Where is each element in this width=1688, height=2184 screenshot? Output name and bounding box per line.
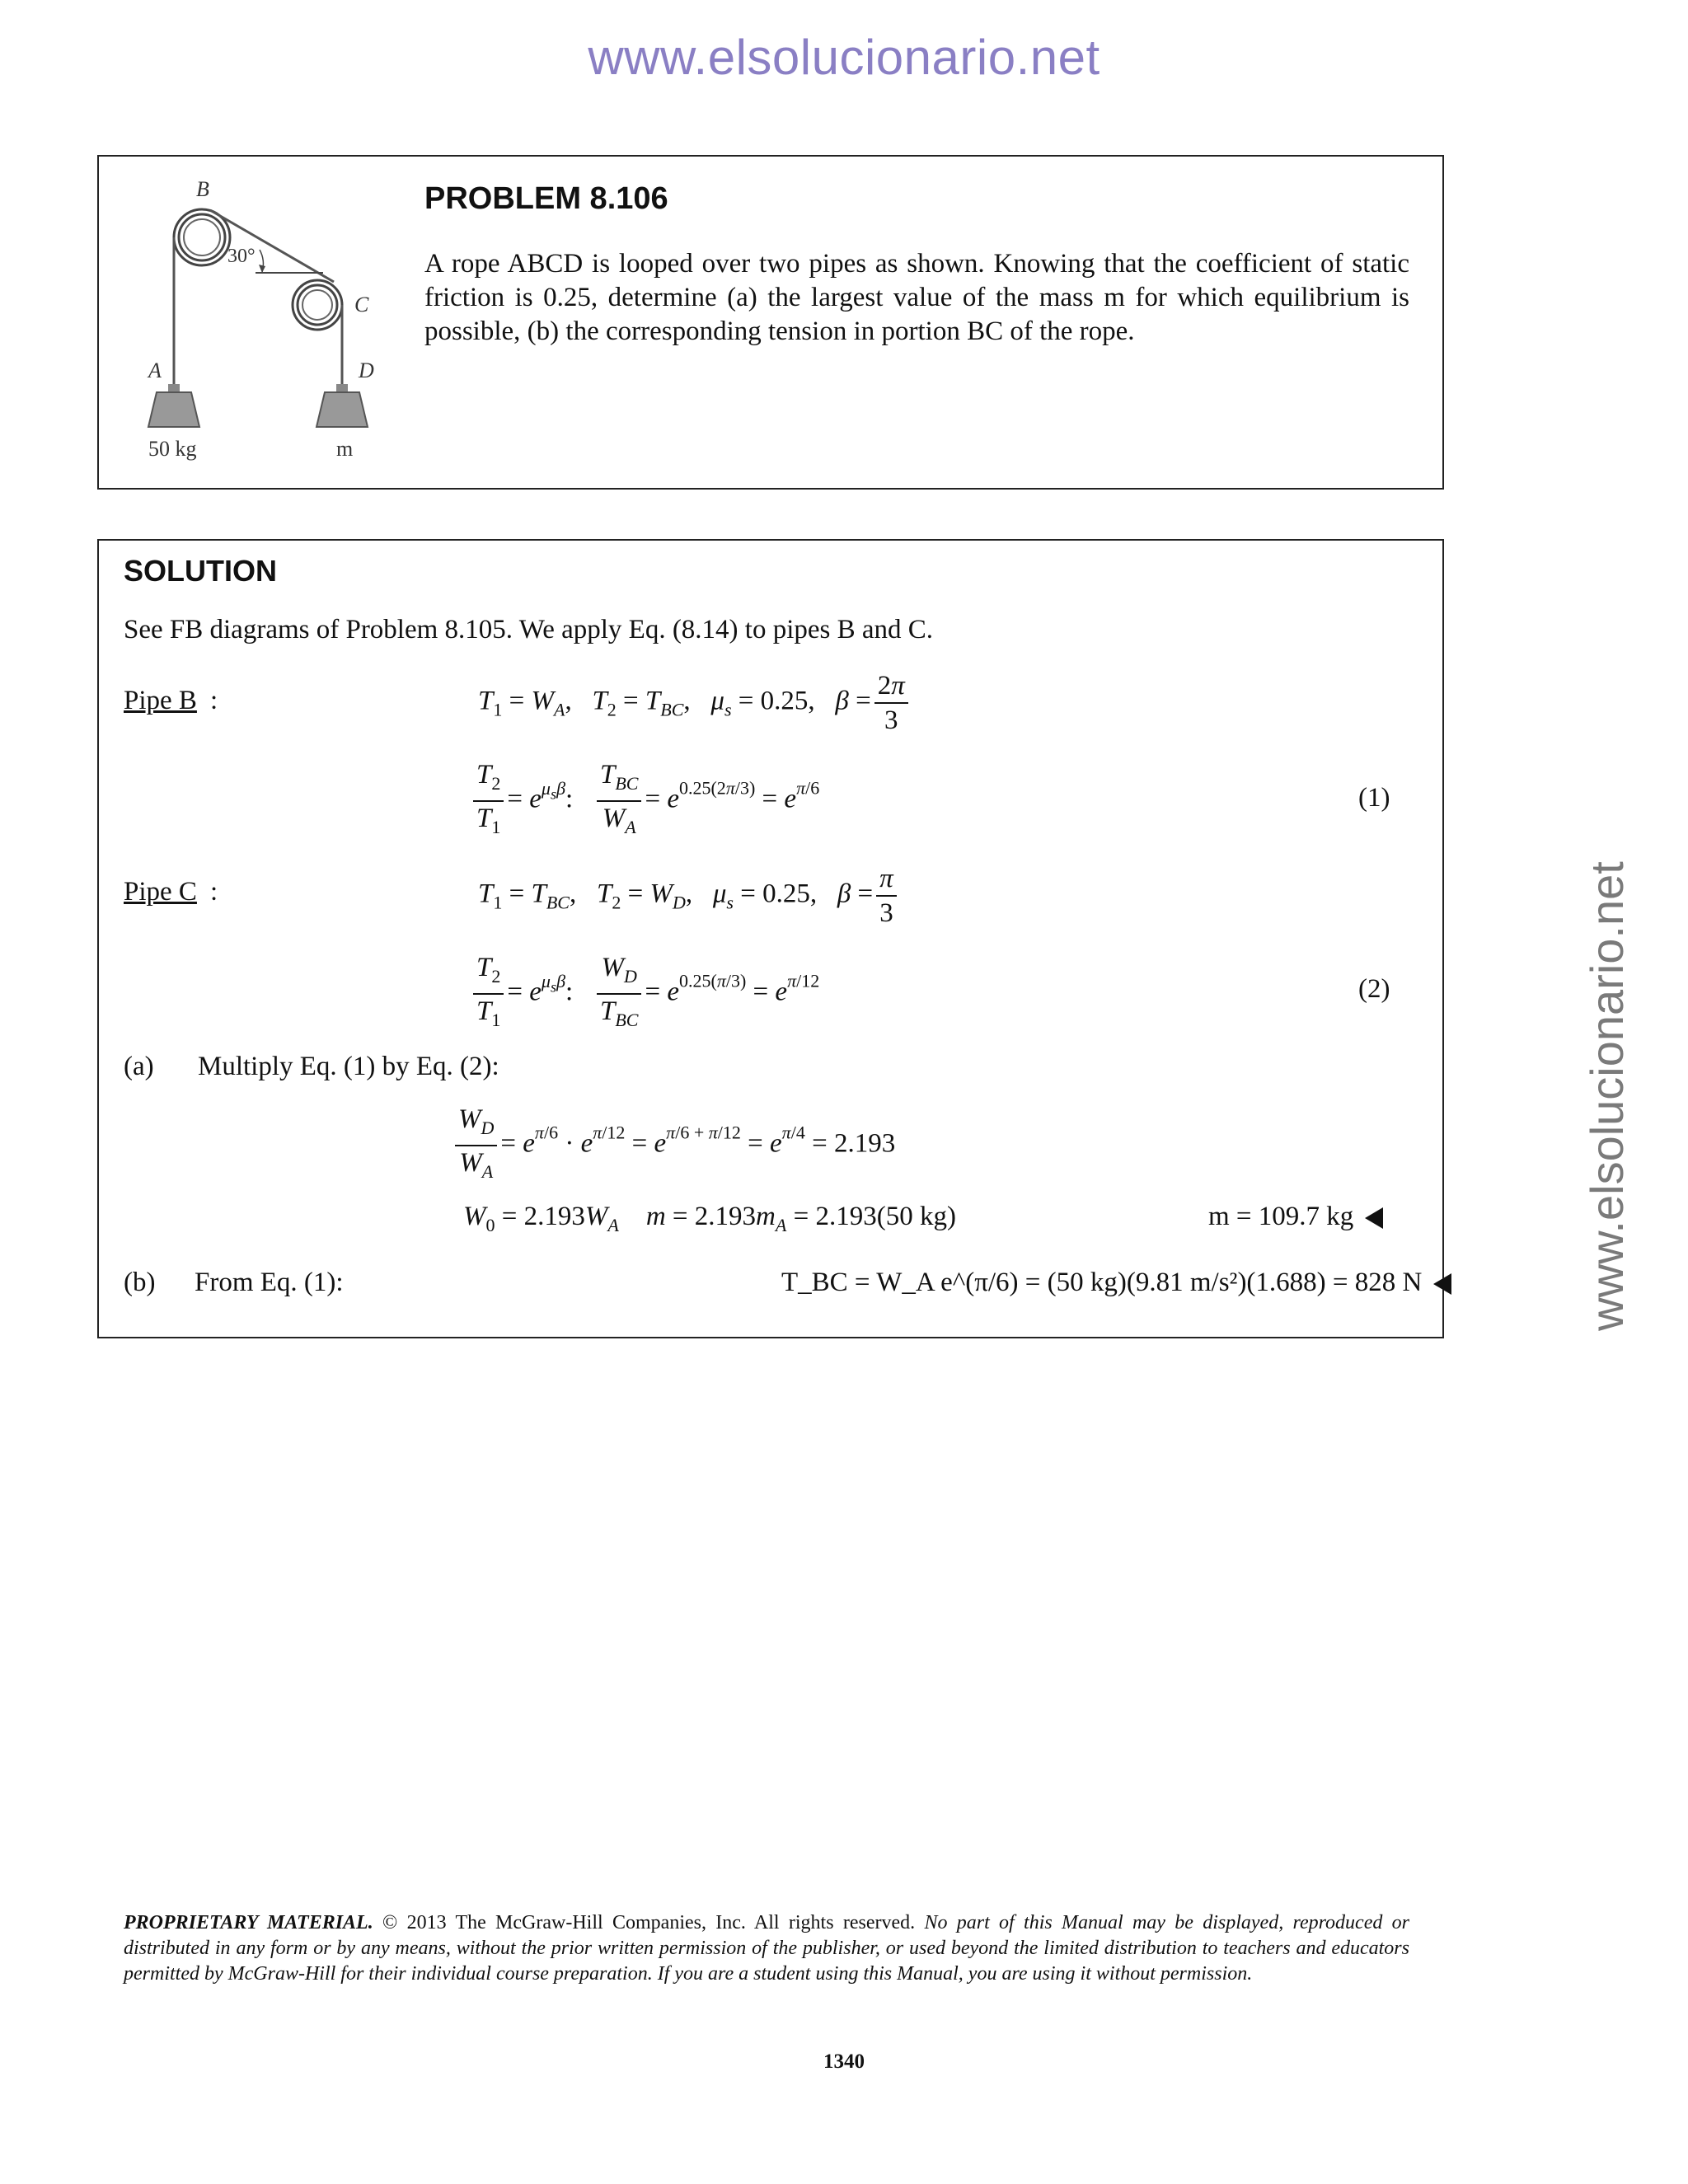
part-a-answer: m = 109.7 kg xyxy=(1208,1202,1383,1232)
eq-1-number: (1) xyxy=(1358,783,1390,813)
problem-figure xyxy=(132,171,396,468)
watermark-top: www.elsolucionario.net xyxy=(588,30,1100,85)
answer-marker-icon xyxy=(1433,1273,1451,1295)
part-a-label: (a) xyxy=(124,1052,154,1081)
solution-intro: See FB diagrams of Problem 8.105. We apply Eq. (8.14) to pipes B and C. xyxy=(124,615,934,644)
answer-marker-icon xyxy=(1365,1207,1383,1229)
label-c: C xyxy=(354,293,369,316)
pipe-c-params: $T_1 = T_{BC}$, $T_2 = W_D$, $\mu_s = 0.25$, β = $\frac{\pi}{3}$ xyxy=(478,862,900,930)
footer-copyright: © 2013 The McGraw-Hill Companies, Inc. All rights reserved. xyxy=(382,1912,916,1933)
label-d: D xyxy=(359,359,374,382)
footer-lead: PROPRIETARY MATERIAL. xyxy=(124,1912,373,1933)
eq-mass: $W_0 = 2.193W_A$ $m = 2.193m_A = 2.193(50$ kg) xyxy=(463,1202,956,1235)
angle-label: 30° xyxy=(227,246,256,267)
pipe-b-label: Pipe B xyxy=(124,686,197,715)
part-b-text: From Eq. (1): xyxy=(195,1268,344,1297)
part-b-label: (b) xyxy=(124,1268,156,1297)
part-a-text: Multiply Eq. (1) by Eq. (2): xyxy=(198,1052,499,1081)
watermark-side: www.elsolucionario.net xyxy=(1581,861,1633,1331)
solution-title: SOLUTION xyxy=(124,554,277,588)
pipe-c-label: Pipe C xyxy=(124,877,197,907)
mass-a-label: 50 kg xyxy=(148,437,197,461)
footer-notice xyxy=(124,1910,1409,1987)
pipe-b-params: $T_1 = W_A$, $T_2 = T_{BC}$, $\mu_s = 0.25$, β = $\frac{2\pi}{3}$ xyxy=(478,669,912,737)
part-b-answer: T_BC = W_A e^(π/6) = (50 kg)(9.81 m/s²)(1.688) = 828 N xyxy=(781,1268,1451,1298)
problem-title: PROBLEM 8.106 xyxy=(424,181,668,216)
eq-product: $\frac{W_D}{W_A}$ = $e^{\pi/6} \cdot e^{\pi/12} = e^{\pi/6 + \pi/12} = e^{\pi/4} = 2.193$ xyxy=(452,1103,895,1188)
eq-2-number: (2) xyxy=(1358,974,1390,1004)
page-number: 1340 xyxy=(823,2050,865,2073)
problem-statement: A rope ABCD is looped over two pipes as shown. Knowing that the coefficient of static friction is 0.25, determine (a) the largest value of the mass m for which equilibrium is possible, (b) the corresponding tension in portion BC of the rope. xyxy=(424,249,1409,346)
eq-2: $\frac{T_2}{T_1}$ = $e^{\mu_s\beta}$: $\frac{W_D}{T_{BC}}$ = $e^{0.25(\pi/3)} = e^{\pi/12}$ xyxy=(470,951,819,1037)
label-b: B xyxy=(196,177,209,201)
mass-d-label: m xyxy=(336,437,354,461)
footer-notice-text: No part of this Manual may be displayed, reproduced or distributed in any form or by any means, without the prior written permission of the publisher, or used beyond the limited distribution to teachers and educators permitted by McGraw-Hill for their individual course preparation. If you are a student using this Manual, you are using it without permission. xyxy=(124,1912,1409,1985)
eq-1: $\frac{T_2}{T_1}$ = $e^{\mu_s\beta}$: $\frac{T_{BC}}{W_A}$ = $e^{0.25(2\pi/3)} = e^{\pi/6}$ xyxy=(470,758,819,844)
label-a: A xyxy=(148,359,162,382)
